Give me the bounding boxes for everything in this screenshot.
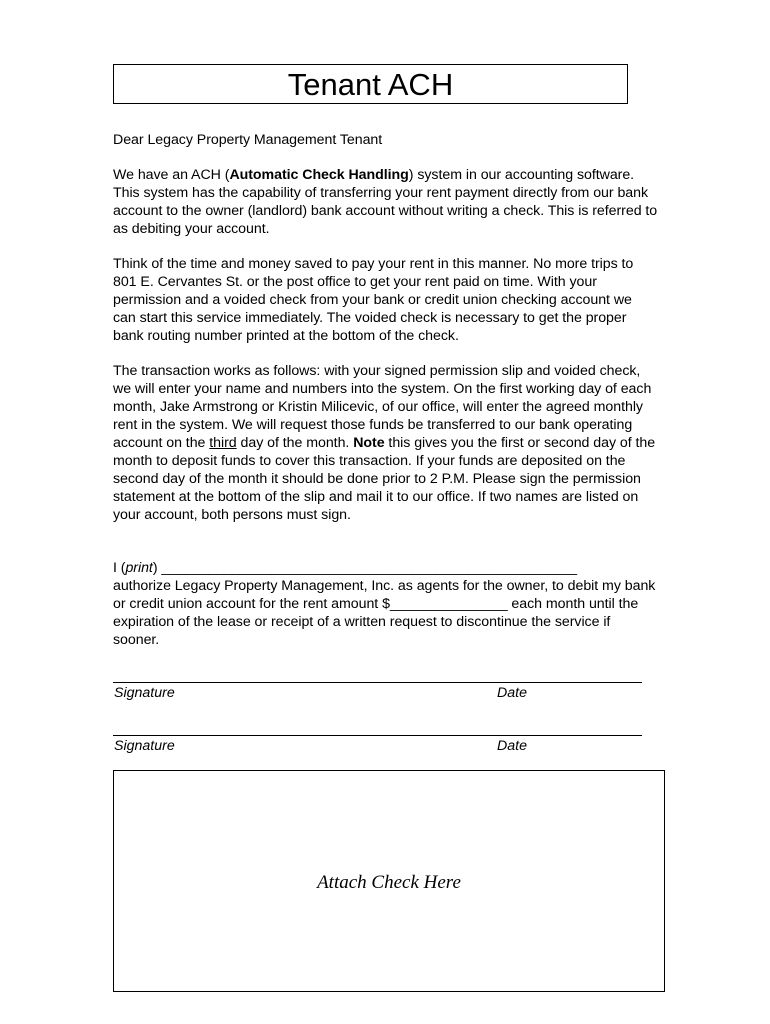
attach-check-label: Attach Check Here [317, 872, 461, 893]
signature-line-1[interactable] [113, 682, 642, 683]
signature-label-1: Signature [114, 685, 175, 701]
page-title: Tenant ACH [287, 67, 454, 102]
authorization-paragraph [113, 559, 658, 649]
transaction-paragraph [113, 362, 658, 524]
signature-label-2: Signature [114, 738, 175, 754]
intro-text-after: ) system in our accounting software. This system has the capability of transferring your rent payment directly from our bank account to the owner (landlord) bank account without writing a check. This is referred to as debiting your account. [113, 167, 658, 237]
authorization-prefix: I ( [113, 560, 126, 576]
greeting: Dear Legacy Property Management Tenant [113, 132, 383, 148]
authorization-print-word: print [125, 560, 153, 576]
transaction-underlined-day: third [209, 435, 237, 451]
transaction-note-label: Note [353, 435, 385, 451]
intro-text-bold: Automatic Check Handling [229, 167, 409, 183]
title-box [113, 64, 628, 104]
authorization-name-blank: ) _____________________________________________________ [152, 560, 577, 576]
transaction-text-2: day of the month. [236, 435, 354, 451]
transaction-text-3: this gives you the first or second day of the month to deposit funds to cover this transaction. If your funds are deposited on the second day of the month it should be done prior to 2 P.M. Please sign the permission statement at the bottom of the slip and mail it to our office. If two names are listed on your account, both persons must sign. [113, 435, 656, 523]
benefits-paragraph: Think of the time and money saved to pay your rent in this manner. No more trips to 801 E. Cervantes St. or the post office to get your rent paid on time. With your permission and a voided check from your bank or credit union checking account we can start this service immediately. The voided check is necessary to get the proper bank routing number printed at the bottom of the check. [113, 256, 634, 344]
attach-check-box [113, 770, 665, 992]
intro-paragraph [113, 166, 658, 238]
date-label-1: Date [497, 685, 527, 701]
signature-line-2[interactable] [113, 735, 642, 736]
authorization-text: authorize Legacy Property Management, Inc. as agents for the owner, to debit my bank or credit union account for the rent amount $_______________ each month until the expiration of the lease or receipt of a written request to discontinue the service if sooner. [113, 578, 656, 648]
intro-text-before: We have an ACH ( [113, 167, 230, 183]
transaction-text-1: The transaction works as follows: with your signed permission slip and voided check, we will enter your name and numbers into the system. On the first working day of each month, Jake Armstrong or Kristin Milicevic, of our office, will enter the agreed monthly rent in the system. We will request those funds be transferred to our bank operating account on the [113, 363, 652, 451]
date-label-2: Date [497, 738, 527, 754]
